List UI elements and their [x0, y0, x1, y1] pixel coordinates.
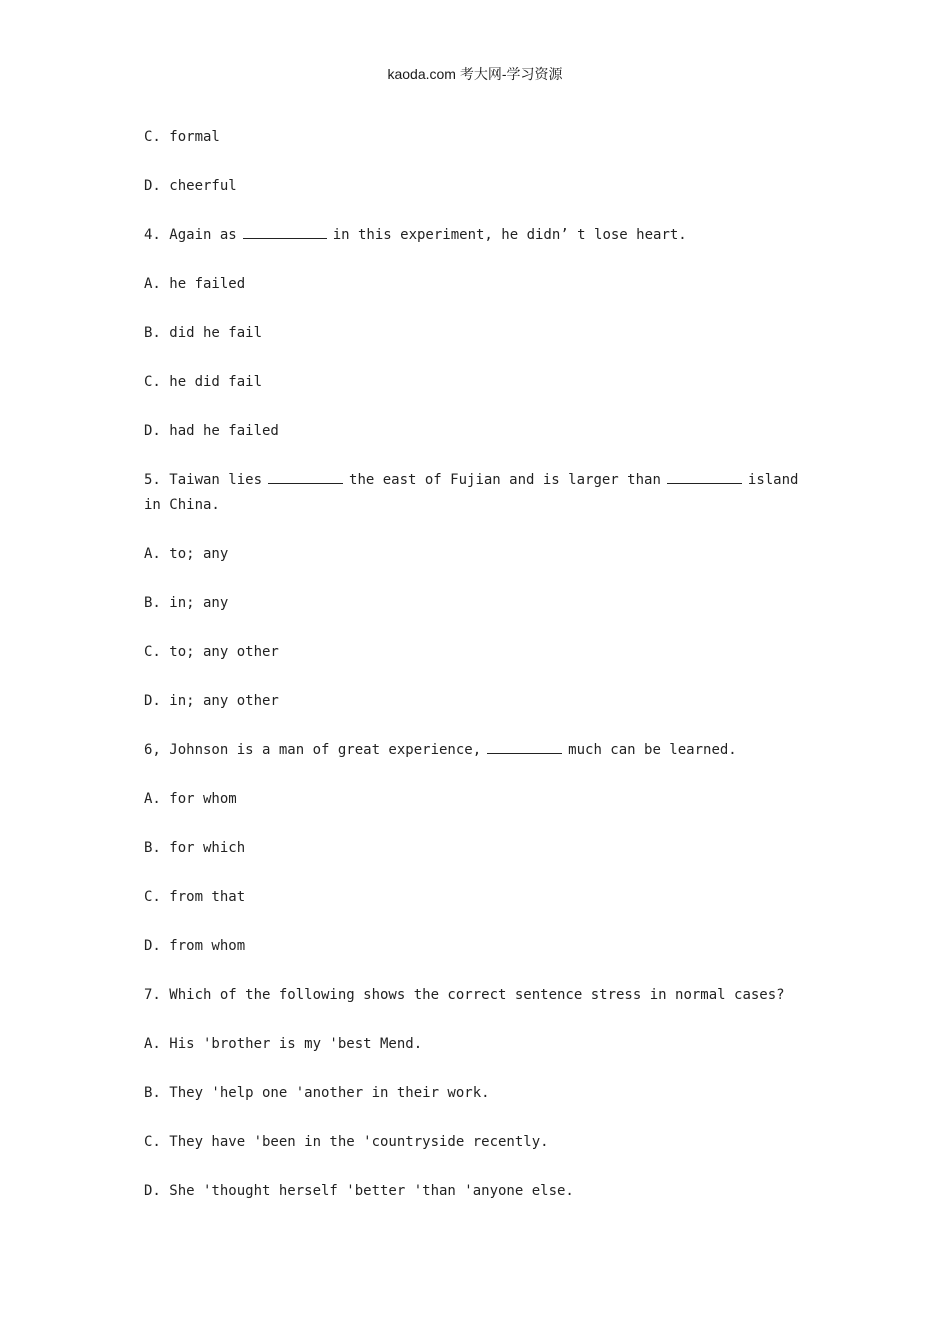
option-7d: D. She 'thought herself 'better 'than 'anyone else. [144, 1182, 574, 1199]
answer-blank [243, 224, 327, 239]
question-list [144, 125, 814, 1228]
option-5d: D. in; any other [144, 692, 279, 709]
option-5b: B. in; any [144, 594, 229, 611]
question-5-text-middle: the east of Fujian and is larger than [349, 472, 661, 488]
option-4b: B. did he fail [144, 325, 263, 341]
question-4-text-start: 4. Again as [144, 227, 237, 243]
page-header: kaoda.com 考大网-学习资源 [387, 66, 563, 82]
question-5-text-start: 5. Taiwan lies [144, 472, 263, 488]
option-3c: C. formal [144, 129, 220, 145]
option-6d: D. from whom [144, 937, 246, 954]
question-7: 7. Which of the following shows the correct sentence stress in normal cases? [144, 986, 785, 1003]
question-6-text-end: much can be learned. [568, 741, 737, 758]
option-4d: D. had he failed [144, 423, 279, 439]
option-5a: A. to; any [144, 545, 229, 562]
answer-blank [667, 469, 742, 484]
question-6-text-start: 6, Johnson is a man of great experience, [144, 741, 482, 758]
option-3d: D. cheerful [144, 178, 237, 194]
answer-blank [487, 739, 562, 754]
option-6a: A. for whom [144, 790, 237, 807]
option-4c: C. he did fail [144, 374, 263, 390]
answer-blank [268, 469, 343, 484]
option-7a: A. His 'brother is my 'best Mend. [144, 1035, 423, 1052]
option-6c: C. from that [144, 888, 246, 905]
question-5 [144, 468, 814, 517]
option-7c: C. They have 'been in the 'countryside recently. [144, 1133, 549, 1150]
option-7b: B. They 'help one 'another in their work. [144, 1084, 490, 1101]
option-5c: C. to; any other [144, 643, 279, 660]
question-5-text-end: island in China. [144, 472, 807, 513]
question-6 [144, 738, 814, 763]
option-4a: A. he failed [144, 276, 246, 292]
question-4 [144, 223, 814, 248]
option-6b: B. for which [144, 839, 246, 856]
question-4-text-end: in this experiment, he didn’ t lose heart. [332, 227, 687, 243]
